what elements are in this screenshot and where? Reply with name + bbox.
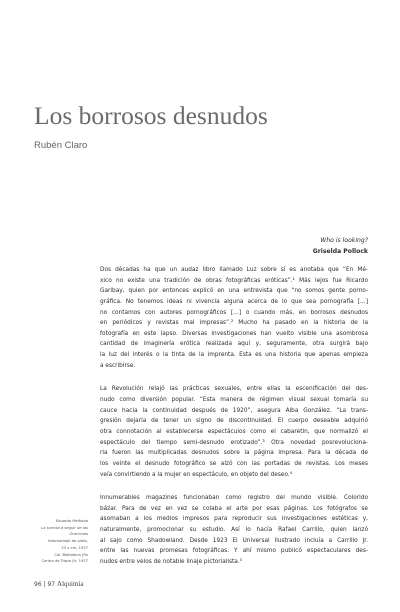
text-line: cantidad de imaginería erótica realizada aquí y, seguramente, otra surgirá bajo <box>100 341 368 348</box>
text-line: veía convirtiendo a la mujer en espectáculo, en objeto del deseo.⁴ <box>100 471 293 478</box>
text-line: Dos décadas ha que un audaz libro llamado Luz sobre sí es anotaba que “En Mé- <box>100 267 368 273</box>
page-number: 96 | 97 <box>34 581 56 588</box>
paragraph-1 <box>100 265 368 371</box>
text-line: xico no existe una tradición de obras fotográficas eróticas”.¹ Más lejos fue Ricardo <box>100 277 368 284</box>
text-line: Garibay, quien por entonces explicó en una entrevista que “no somos gente porno- <box>100 288 368 295</box>
text-line: al sajo como Shadowland. Desde 1923 El Universal Ilustrado incluía a Carrillo Jr. <box>100 537 368 544</box>
article-author: Rubén Claro <box>34 140 88 151</box>
text-line: a escribirse. <box>100 362 136 369</box>
text-line: otra connotación al establecerse espectáculos como el cabaretin, que normalizó el <box>100 428 368 435</box>
text-line: gresión dejaría de tener un signo de discontinuidad. El cuerpo deseable adquirió <box>100 418 368 425</box>
text-line: Innumerables magazines funcionaban como registro del mundo visible. Colorido <box>100 495 368 502</box>
caption-line: fotomontaje de plata, <box>48 539 88 544</box>
paragraph-3 <box>100 493 368 567</box>
text-line: la luz del interés o la tinta de la imprenta. Esta es una historia que apenas empieza <box>100 352 368 359</box>
image-caption <box>22 518 88 565</box>
text-line: asomaban a los medios impresos para reproducir sus investigaciones estéticas y, <box>100 516 368 523</box>
page-footer <box>34 580 83 589</box>
text-line: nudo como diversión popular. “Esta manera de régimen visual sexual tomaría su <box>100 397 368 404</box>
magazine-name: Alquimia <box>57 580 84 588</box>
text-line: no contamos con autores pornográficos […] o cuando más, en borrosos desnudos <box>100 309 368 316</box>
caption-line: Centro de Trapa (fr, 1937 <box>41 559 88 564</box>
text-line: bázar. Para de vez en vez se colaba el arte por esas páginas. Los fotógrafos se <box>100 505 368 512</box>
caption-line: Eduardo Melhado <box>55 519 88 523</box>
epigraph-quote: Who is looking? <box>320 237 368 244</box>
text-line: fotografía en este lapso. Diversas investigaciones han vuelto visible una asombrosa <box>100 330 368 337</box>
epigraph-attribution: Griselda Pollock <box>312 247 368 255</box>
epigraph <box>200 236 368 257</box>
article-title: Los borrosos desnudos <box>34 101 268 130</box>
text-line: naturalmente, promocionar su estudio. Así lo hacía Rafael Carrillo, quien lanzó <box>100 527 368 534</box>
text-line: gráfica. No tenemos ideas ni vivencia alguna acerca de lo que sea pornografía […] <box>100 298 368 305</box>
caption-line: Col. Biblioteca (fin <box>54 552 88 557</box>
caption-line: Oraciones <box>69 532 88 537</box>
text-line: cauce hacia la continuidad después de 1920”, asegura Alba González. “La trans- <box>100 407 368 414</box>
paragraph-2 <box>100 384 368 480</box>
text-line: en periódicos y revistas mal impresas”.² Mucho ha pasado en la historia de la <box>100 320 368 327</box>
article-body <box>100 265 368 581</box>
text-line: nudos entre velos de notable linaje pictorialista.⁵ <box>100 559 243 566</box>
caption-line: La sonrisa a seguir de las <box>41 525 88 530</box>
text-line: espectáculo del tiempo semi-desnudo erotizado”.³ Otra novedad posrevoluciona- <box>100 439 368 446</box>
text-line: los veinte el desnudo fotográfico se alzó con las portadas de revistas. Los meses <box>100 460 368 467</box>
text-line: ria fueron las multiplicadas desnudos sobre la página impresa. Para la década de <box>100 450 368 457</box>
caption-line: 23 x cm, 1937 <box>61 545 88 550</box>
text-line: entre las nuevas promesas fotográficas. Y ahí mismo publicó espectaculares des- <box>100 548 368 555</box>
text-line: La Revolución relajó las prácticas sexuales, entre ellas la escenificación del des- <box>100 386 368 393</box>
